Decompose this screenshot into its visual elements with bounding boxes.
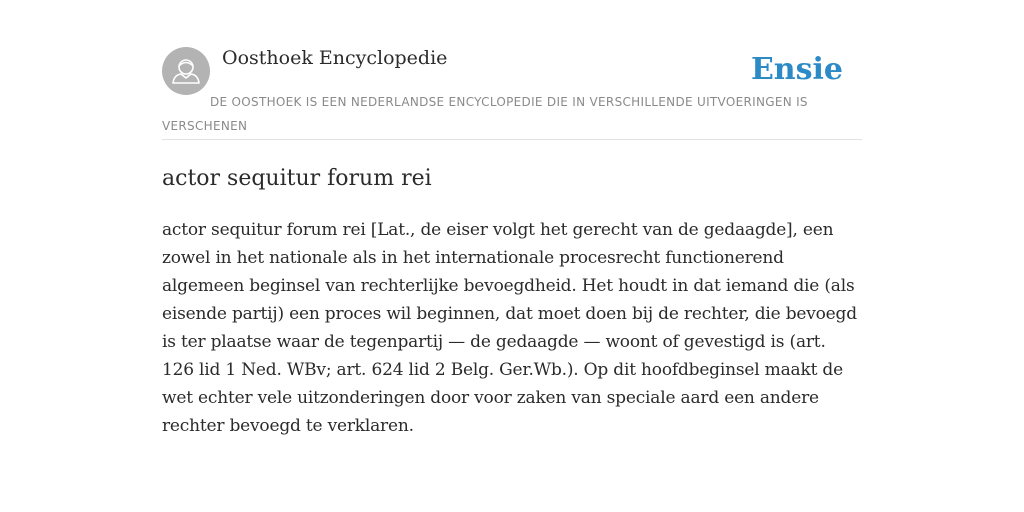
article-title: actor sequitur forum rei (162, 166, 432, 191)
site-tagline: DE OOSTHOEK IS EEN NEDERLANDSE ENCYCLOPEDIE DIE IN VERSCHILLENDE UITVOERINGEN IS VERSCHENEN (162, 95, 808, 133)
site-name[interactable]: Oosthoek Encyclopedie (222, 47, 448, 69)
avatar[interactable] (162, 47, 210, 95)
user-silhouette-icon (162, 47, 210, 95)
site-header (162, 46, 862, 140)
article-body: actor sequitur forum rei [Lat., de eiser volgt het gerecht van de gedaagde], een zowel in het nationale als in het internationale procesrecht functionerend algemeen beginsel van rechterlijke bevoegdheid. Het houdt in dat iemand die (als eisende partij) een proces wil beginnen, dat moet doen bij de rechter, die bevoegd is ter plaatse waar de tegenpartij — de gedaagde — woont of gevestigd is (art. 126 lid 1 Ned. WBv; art. 624 lid 2 Belg. Ger.Wb.). Op dit hoofdbeginsel maakt de wet echter vele uitzonderingen door voor zaken van speciale aard een andere rechter bevoegd te verklaren. (162, 220, 857, 436)
brand-logo-text[interactable]: Ensie (750, 52, 843, 87)
